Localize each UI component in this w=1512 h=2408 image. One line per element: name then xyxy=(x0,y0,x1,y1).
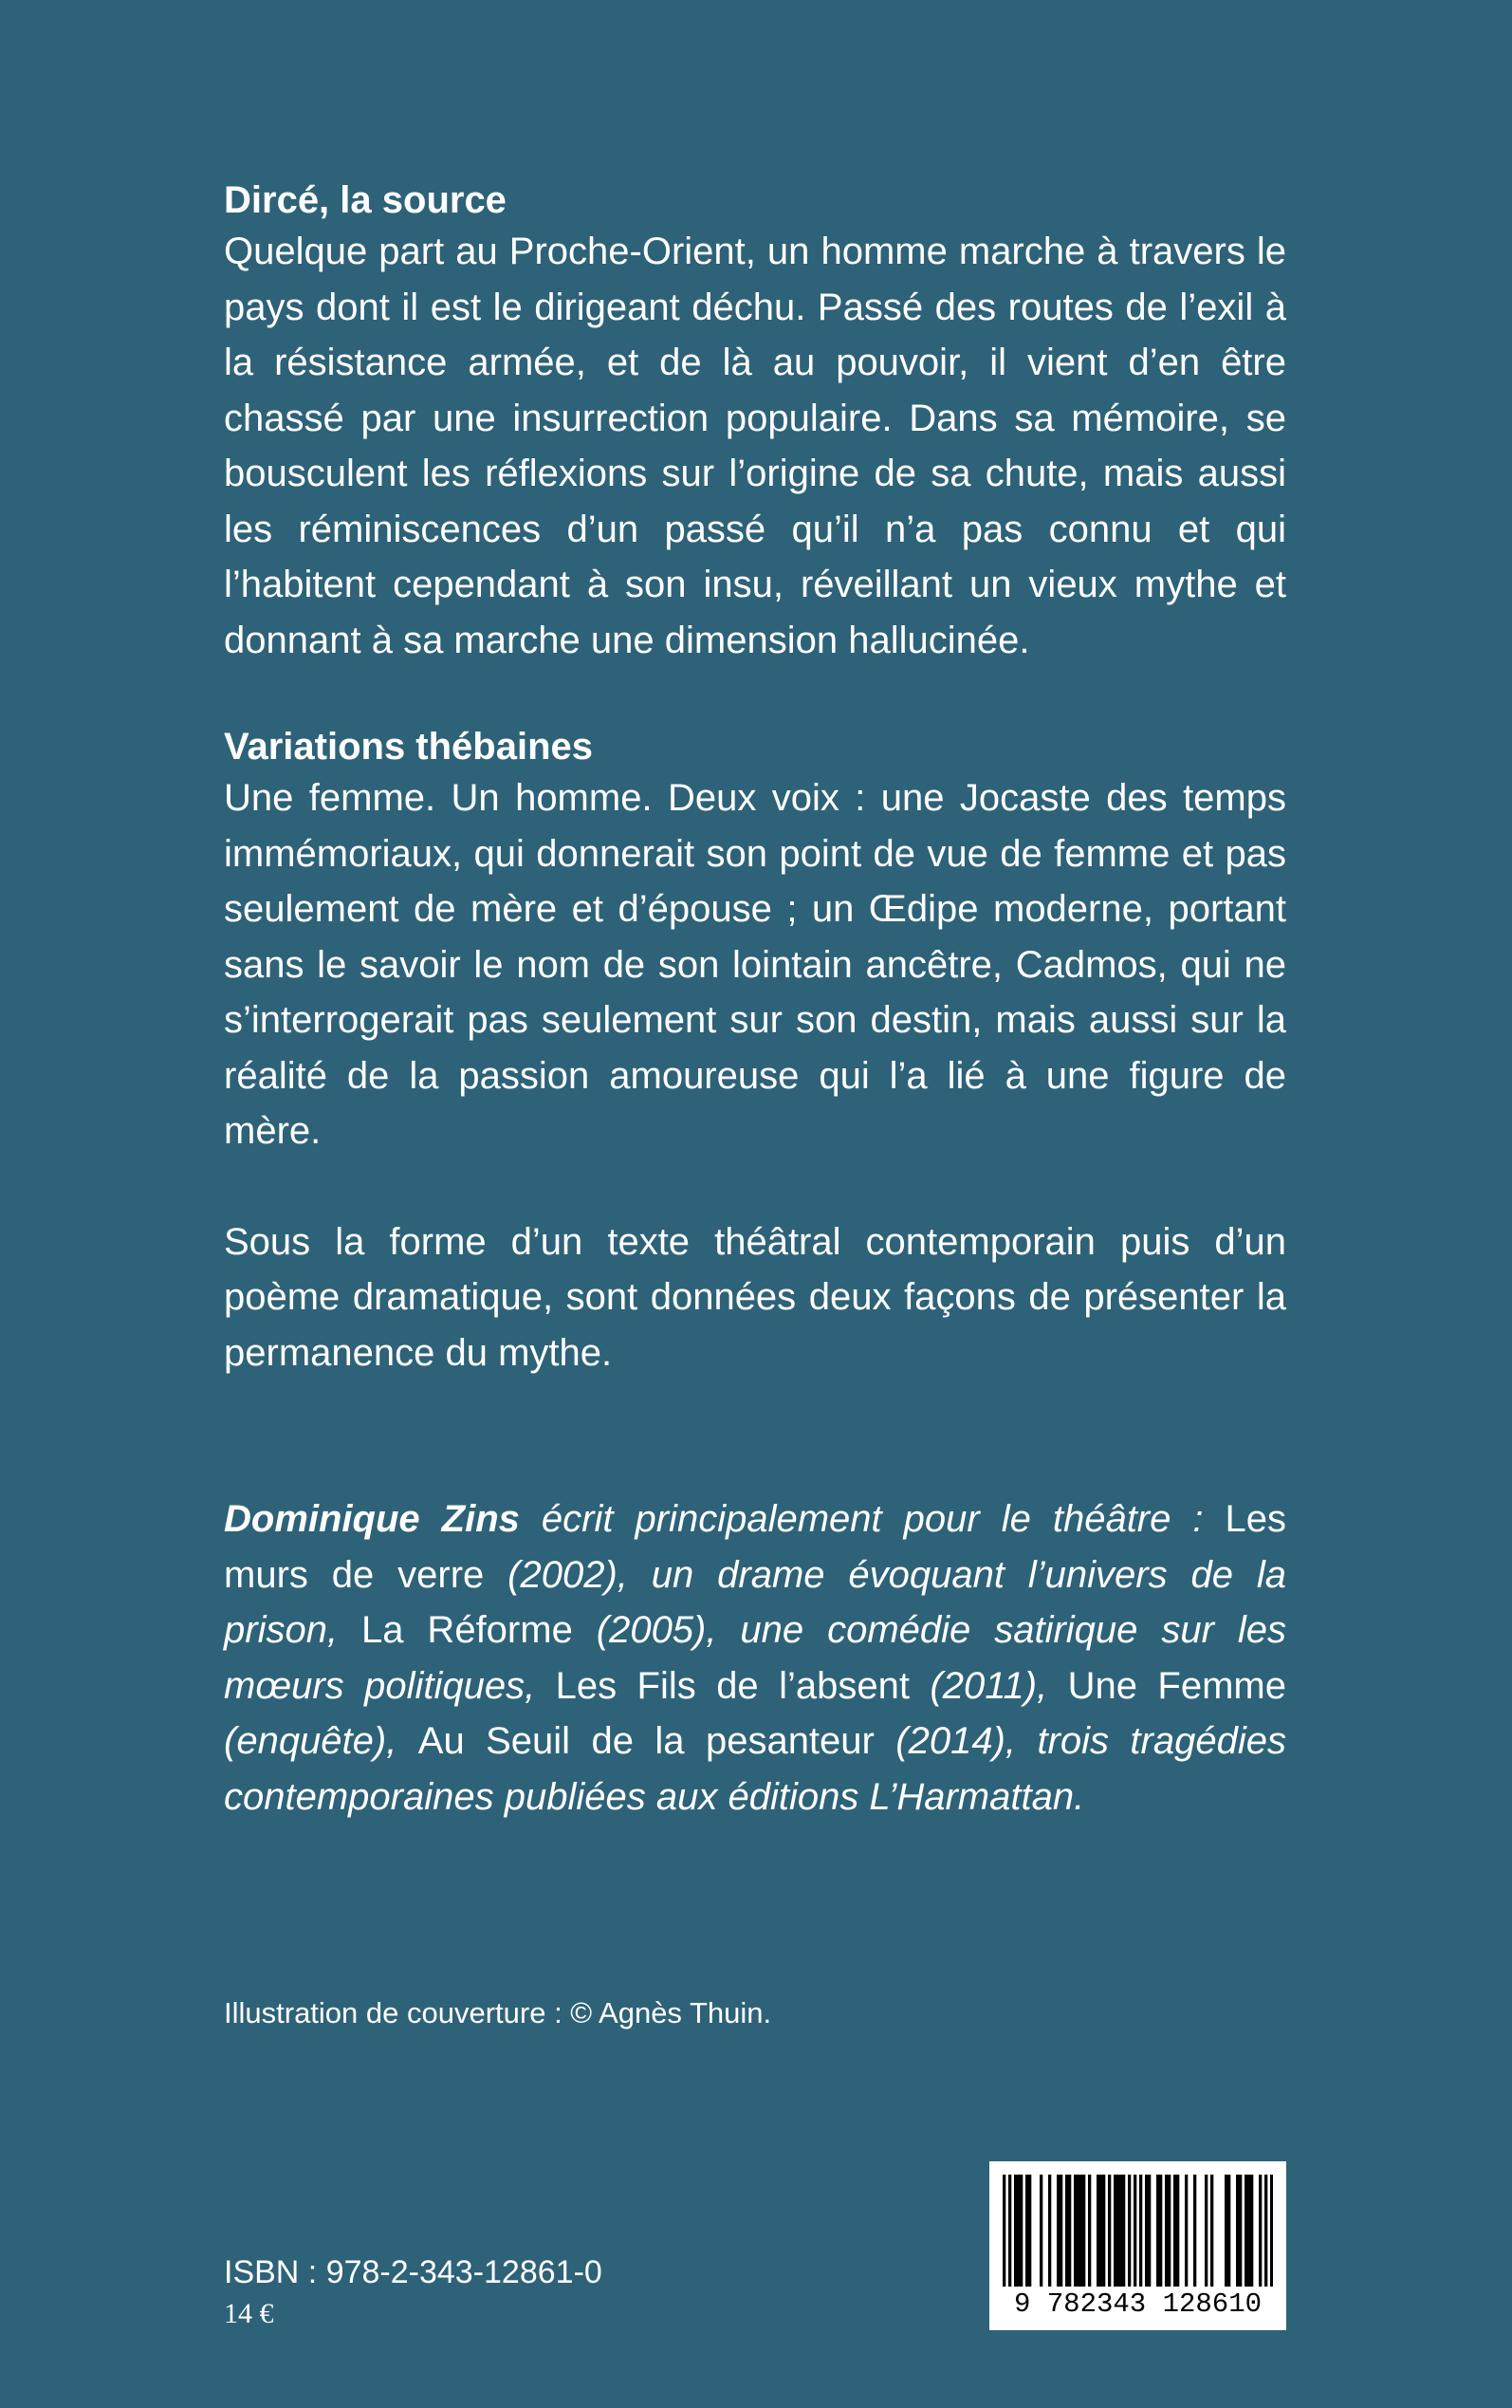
barcode-bar xyxy=(1068,2175,1071,2287)
barcode-bar xyxy=(1014,2175,1017,2287)
barcode-bar xyxy=(1139,2175,1142,2287)
barcode-bar xyxy=(1236,2175,1239,2287)
barcode-bar xyxy=(1108,2175,1111,2287)
barcode-bar xyxy=(1259,2175,1262,2287)
work-title-2: La Réforme xyxy=(361,1609,573,1651)
barcode-bar xyxy=(1040,2175,1042,2287)
barcode-bar xyxy=(1088,2175,1091,2287)
barcode-bar xyxy=(1185,2175,1188,2287)
barcode-bar xyxy=(1210,2175,1213,2287)
barcode-bar xyxy=(1003,2175,1005,2287)
section-variations xyxy=(224,723,1286,1159)
barcode-bar xyxy=(1225,2175,1227,2287)
barcode-bar xyxy=(1148,2175,1151,2287)
author-bio-paragraph xyxy=(224,1491,1286,1825)
barcode-bar xyxy=(1074,2175,1077,2287)
barcode-bar xyxy=(1077,2175,1079,2287)
back-cover-text xyxy=(224,176,1286,1825)
barcode-bar xyxy=(1116,2175,1119,2287)
barcode-bar xyxy=(1270,2175,1273,2287)
section-dirce xyxy=(224,176,1286,668)
barcode-bar xyxy=(1156,2175,1159,2287)
price: 14 € xyxy=(224,2298,274,2329)
author-bio-text-6: (2014), trois tragédies contemporaines publiées aux éditions L’Harmattan. xyxy=(224,1720,1286,1818)
barcode-bars xyxy=(1003,2175,1273,2287)
barcode-bar xyxy=(1165,2175,1168,2287)
barcode xyxy=(989,2161,1286,2330)
barcode-bar xyxy=(1134,2175,1136,2287)
barcode-digits: 9 782343 128610 xyxy=(1013,2288,1263,2320)
work-title-1: Les murs de verre xyxy=(224,1498,1286,1596)
barcode-bar xyxy=(1145,2175,1148,2287)
barcode-bar xyxy=(1119,2175,1122,2287)
author-bio-text-1: écrit principalement pour le théâtre : xyxy=(519,1498,1226,1540)
barcode-bar xyxy=(1102,2175,1105,2287)
barcode-bar xyxy=(1048,2175,1051,2287)
section-title-dirce: Dircé, la source xyxy=(224,179,507,221)
barcode-bar xyxy=(1082,2175,1085,2287)
barcode-bar xyxy=(1020,2175,1023,2287)
barcode-bar xyxy=(1159,2175,1162,2287)
work-title-5: Au Seuil de la pesanteur xyxy=(417,1720,875,1762)
barcode-bar xyxy=(1247,2175,1250,2287)
section-forme xyxy=(224,1214,1286,1381)
section-title-variations: Variations thébaines xyxy=(224,726,594,768)
barcode-bar xyxy=(1250,2175,1253,2287)
barcode-bar xyxy=(1239,2175,1242,2287)
barcode-bar xyxy=(1227,2175,1230,2287)
barcode-bar xyxy=(1264,2175,1267,2287)
author-bio-text-3: (2005), une comédie satirique sur les mœurs politiques, xyxy=(224,1609,1286,1707)
barcode-bar xyxy=(1057,2175,1060,2287)
author-bio-text-2: (2002), un drame évoquant l’univers de la prison, xyxy=(224,1553,1286,1651)
barcode-bar xyxy=(1017,2175,1020,2287)
barcode-bar xyxy=(1028,2175,1031,2287)
cover-illustration-credit: Illustration de couverture : © Agnès Thuin. xyxy=(224,1996,772,2029)
work-title-3: Les Fils de l’absent xyxy=(555,1664,910,1707)
author-name: Dominique Zins xyxy=(224,1498,520,1540)
barcode-bar xyxy=(1128,2175,1131,2287)
barcode-bar xyxy=(1114,2175,1116,2287)
barcode-bar xyxy=(1065,2175,1068,2287)
barcode-bar xyxy=(1060,2175,1062,2287)
section-body-variations: Une femme. Un homme. Deux voix : une Jocaste des temps immémoriaux, qui donnerait son point de vue de femme et pas seulement de mère et d’épouse ; un Œdipe moderne, portant sans le savoir le nom de son lointain ancêtre, Cadmos, qui ne s’interrogerait pas seulement sur son destin, mais aussi sur la réalité de la passion amoureuse qui l’a lié à une figure de mère. xyxy=(224,777,1286,1152)
barcode-bar xyxy=(1008,2175,1011,2287)
barcode-bar xyxy=(1193,2175,1196,2287)
barcode-bar xyxy=(1168,2175,1171,2287)
barcode-bar xyxy=(1025,2175,1028,2287)
author-bio-text-4: (2011), xyxy=(909,1664,1068,1707)
author-bio-text-5: (enquête), xyxy=(224,1720,418,1762)
section-body-dirce: Quelque part au Proche-Orient, un homme marche à travers le pays dont il est le dirigeant déchu. Passé des routes de l’exil à la résistance armée, et de là au pouvoir, il vient d’en être chassé par une insurrection populaire. Dans sa mémoire, se bousculent les réflexions sur l’origine de sa chute, mais aussi les réminiscences d’un passé qu’il n’a pas connu et qui l’habitent cependant à son insu, réveillant un vieux mythe et donnant à sa marche une dimension hallucinée. xyxy=(224,231,1286,661)
work-title-4: Une Femme xyxy=(1067,1664,1287,1707)
barcode-bar xyxy=(1173,2175,1176,2287)
barcode-bar xyxy=(1097,2175,1099,2287)
section-body-forme: Sous la forme d’un texte théâtral contemporain puis d’un poème dramatique, sont données deux façons de présenter la permanence du mythe. xyxy=(224,1220,1286,1374)
isbn: ISBN : 978-2-343-12861-0 xyxy=(224,2254,602,2290)
author-bio xyxy=(224,1491,1286,1825)
barcode-bar xyxy=(1176,2175,1179,2287)
barcode-bar xyxy=(1079,2175,1082,2287)
barcode-bar xyxy=(1205,2175,1208,2287)
barcode-bar xyxy=(1122,2175,1125,2287)
barcode-bar xyxy=(1245,2175,1247,2287)
barcode-bar xyxy=(1099,2175,1102,2287)
